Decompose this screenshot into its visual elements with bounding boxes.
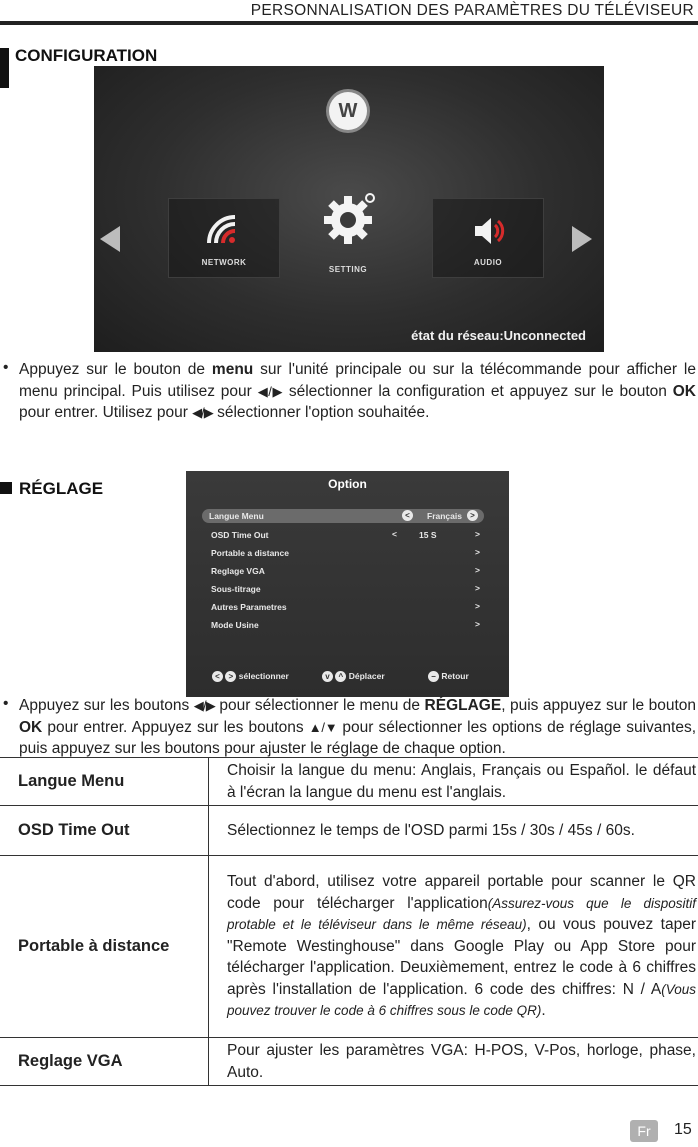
- chevron-left-icon: <: [392, 529, 397, 539]
- option-row: Autres Parametres >: [211, 601, 480, 612]
- chevron-down-icon: v: [322, 671, 333, 682]
- left-right-arrows-icon: ◀/▶: [257, 383, 283, 399]
- option-row: Reglage VGA >: [211, 565, 480, 576]
- table-value: Tout d'abord, utilisez votre appareil portable pour scanner le QR code pour télécharger l'application(Assurez-vous que le dispositif protable et le téléviseur dans le même réseau), ou vous pouvez taper "Remote Westinghouse" dans Google Play ou App Store pour télécharger l'application. Deuxièmement, entrez le code à 6 chiffres après l'installation de l'application. 6 code des chiffres: N / A(Vous pouvez trouver le code à 6 chiffres sous le code QR).: [209, 856, 698, 1038]
- option-row: Portable a distance >: [211, 547, 480, 558]
- table-key: Reglage VGA: [0, 1038, 209, 1086]
- header-rule: [0, 21, 698, 25]
- chevron-right-icon: >: [225, 671, 236, 682]
- option-row: Sous-titrage >: [211, 583, 480, 594]
- network-tile: [168, 198, 280, 278]
- chevron-right-icon: >: [475, 547, 480, 557]
- page-header-title: PERSONNALISATION DES PARAMÈTRES DU TÉLÉVISEUR: [250, 2, 694, 19]
- page-number: 15: [674, 1121, 692, 1138]
- option-row: OSD Time Out < 15 S >: [211, 529, 480, 540]
- option-menu-title: Option: [328, 477, 367, 491]
- audio-tile: [432, 198, 544, 278]
- option-row: Mode Usine >: [211, 619, 480, 630]
- reglage-instructions: Appuyez sur les boutons ◀/▶ pour sélectionner le menu de RÉGLAGE, puis appuyez sur le bouton OK pour entrer. Appuyez sur les boutons ▲/▼ pour sélectionner les options de réglage suivantes, puis appuyez sur les boutons pour ajuster le réglage de chaque option.: [19, 697, 697, 757]
- audio-label: AUDIO: [473, 258, 503, 267]
- chevron-right-icon: >: [475, 619, 480, 629]
- chevron-right-icon: >: [475, 601, 480, 611]
- gear-icon: [320, 192, 376, 248]
- option-menu-screenshot: [186, 471, 509, 697]
- table-value: Pour ajuster les paramètres VGA: H-POS, V-Pos, horloge, phase, Auto.: [209, 1038, 698, 1086]
- back-icon: −: [428, 671, 439, 682]
- configuration-instructions: Appuyez sur le bouton de menu sur l'unité principale ou sur la télécommande pour afficher le menu principal. Puis utilisez pour ◀/▶ sélectionner la configuration et appuyez sur le bouton OK pour entrer. Utilisez pour ◀/▶ sélectionner l'option souhaitée.: [19, 361, 696, 421]
- brand-logo: W: [329, 92, 367, 130]
- bullet: •: [3, 359, 9, 376]
- table-row: [0, 856, 698, 1038]
- network-label: NETWORK: [201, 258, 247, 267]
- chevron-right-icon: >: [475, 529, 480, 539]
- chevron-left-icon: <: [212, 671, 223, 682]
- right-arrow-icon: [572, 226, 592, 252]
- settings-table: [0, 757, 698, 1086]
- network-status: état du réseau:Unconnected: [411, 328, 586, 343]
- section-marker: [0, 48, 9, 88]
- table-value: Sélectionnez le temps de l'OSD parmi 15s / 30s / 45s / 60s.: [209, 806, 698, 856]
- table-key: Langue Menu: [0, 758, 209, 806]
- table-row: [0, 1038, 698, 1086]
- left-arrow-icon: [100, 226, 120, 252]
- chevron-up-icon: ^: [335, 671, 346, 682]
- option-row: Langue Menu < Français >: [202, 509, 484, 523]
- table-row: [0, 806, 698, 856]
- left-right-arrows-icon: ◀/▶: [192, 405, 213, 420]
- footer-select: < > sélectionner: [212, 671, 289, 682]
- left-right-arrows-icon: ◀/▶: [193, 698, 215, 713]
- bullet: •: [3, 695, 9, 712]
- footer-back: − Retour: [428, 671, 469, 682]
- setting-label: SETTING: [328, 265, 368, 274]
- chevron-right-icon: >: [475, 583, 480, 593]
- wifi-icon: [205, 213, 243, 249]
- chevron-right-icon: >: [467, 510, 478, 521]
- table-row: [0, 758, 698, 806]
- configuration-heading: CONFIGURATION: [15, 46, 158, 65]
- table-key: OSD Time Out: [0, 806, 209, 856]
- up-down-arrows-icon: ▲/▼: [308, 719, 338, 735]
- chevron-left-icon: <: [402, 510, 413, 521]
- reglage-heading: RÉGLAGE: [19, 479, 104, 498]
- speaker-icon: [469, 213, 507, 249]
- main-menu-screenshot: [94, 66, 604, 352]
- table-value: Choisir la langue du menu: Anglais, Français ou Español. le défaut à l'écran la langue du menu est l'anglais.: [209, 758, 698, 806]
- footer-move: v ^ Déplacer: [322, 671, 385, 682]
- chevron-right-icon: >: [475, 565, 480, 575]
- section-marker: [0, 482, 12, 494]
- setting-tile: [304, 182, 392, 278]
- language-badge: Fr: [630, 1120, 658, 1142]
- table-key: Portable à distance: [0, 856, 209, 1038]
